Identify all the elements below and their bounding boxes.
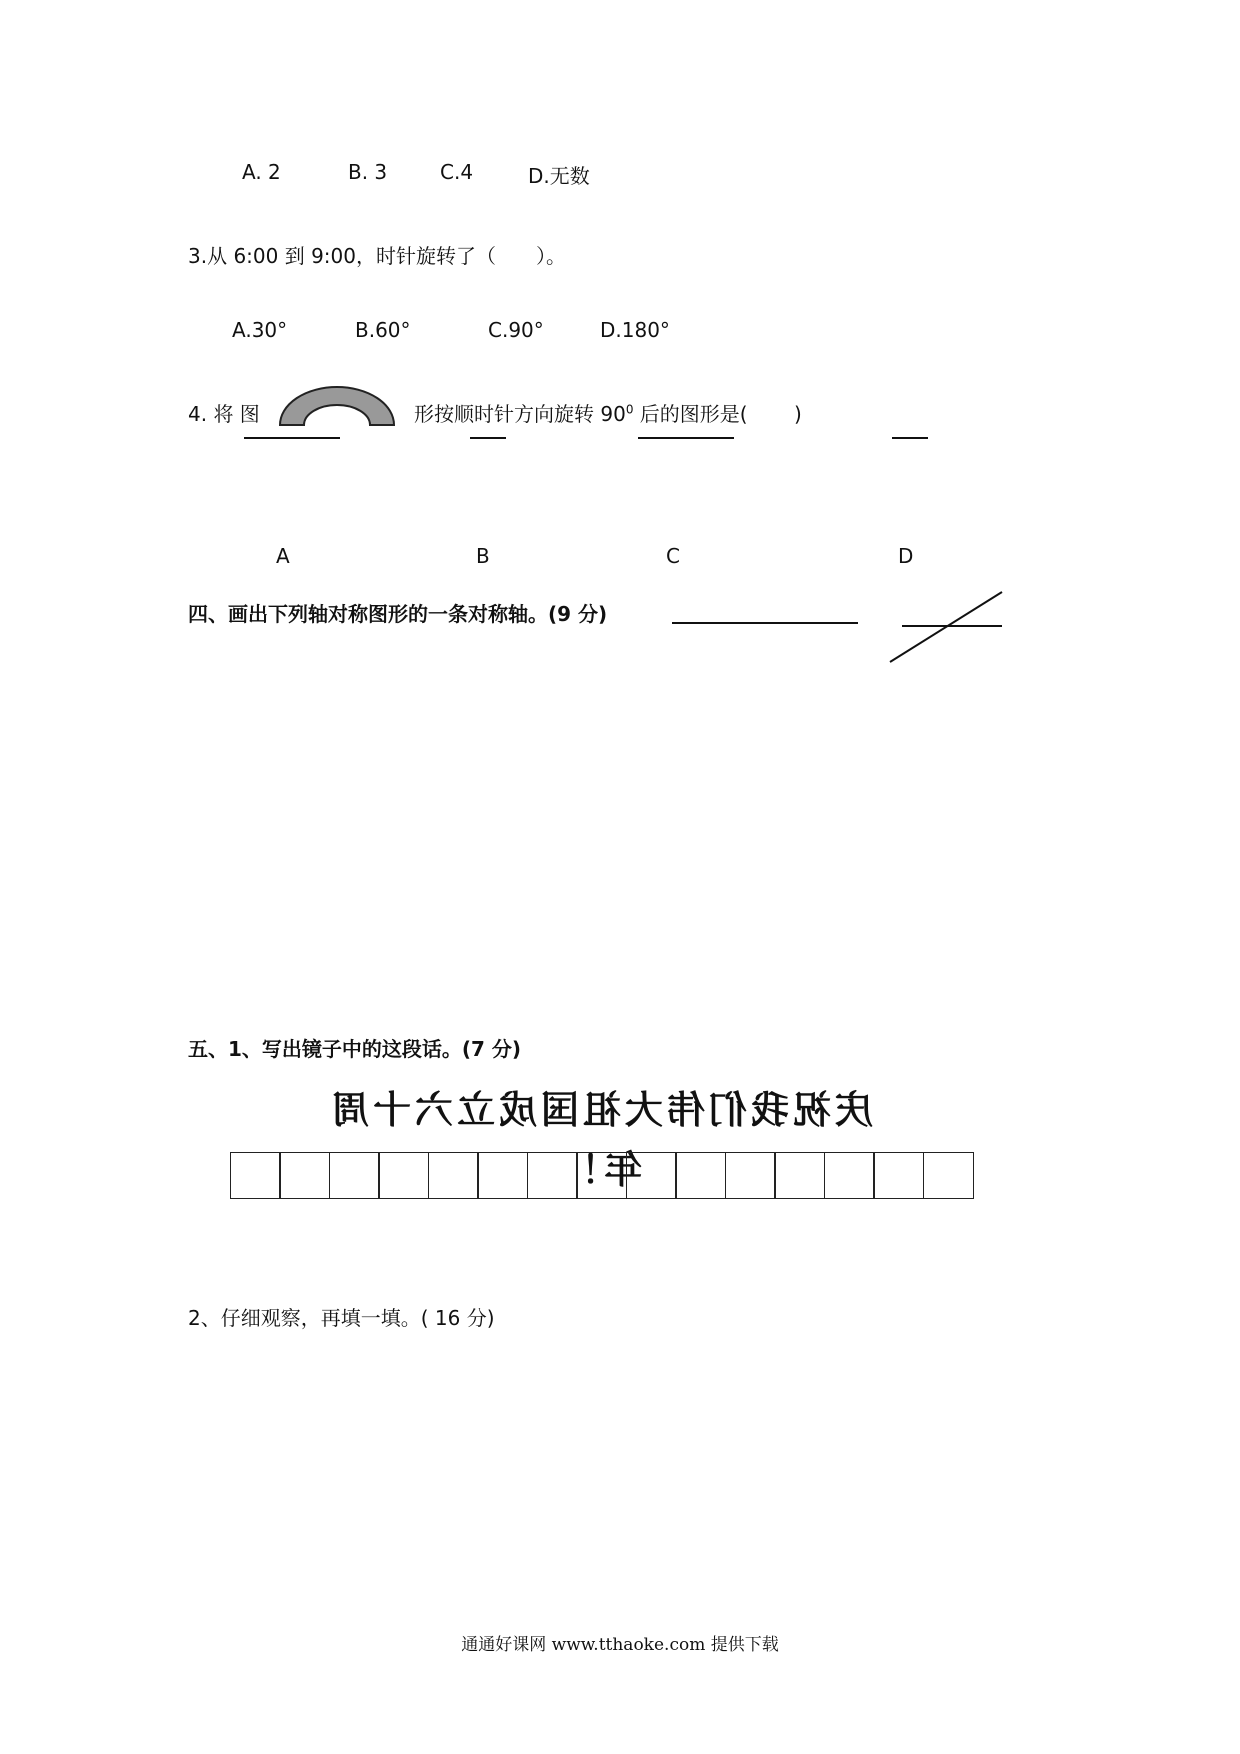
q3-option-b: B.60° [355,318,411,342]
q3-option-c: C.90° [488,318,544,342]
answer-box[interactable] [477,1152,528,1199]
answer-box[interactable] [329,1152,380,1199]
q3-option-a: A.30° [232,318,288,342]
q3-question: 3.从 6:00 到 9:00，时针旋转了（ ）。 [188,244,566,268]
footer: 通通好课网 www.tthaoke.com 提供下载 [461,1635,779,1655]
q4-suffix: 形按顺时针方向旋转 $90^0$ 后的图形是( ) [414,402,802,426]
answer-box[interactable] [279,1152,330,1199]
symmetry-figure-cross [888,588,1008,664]
q4-label-a: A [276,544,290,568]
answer-box[interactable] [675,1152,726,1199]
option-b-line [470,437,506,439]
answer-box[interactable] [626,1152,677,1199]
answer-box[interactable] [923,1152,974,1199]
answer-box-grid [231,1152,974,1199]
q4-prefix: 4. 将 图 [188,402,260,426]
q2-option-c: C.4 [440,160,474,184]
q4-label-b: B [476,544,490,568]
mirror-text: 庆祝我们伟大祖国成立六十周年！ [327,1088,874,1192]
q2-option-d: D.无数 [528,164,590,188]
section5-q2: 2、仔细观察，再填一填。( 16 分) [188,1306,495,1330]
symmetry-figure-line [672,622,858,624]
answer-box[interactable] [527,1152,578,1199]
answer-box[interactable] [774,1152,825,1199]
section4-title: 四、画出下列轴对称图形的一条对称轴。(9 分) [188,602,608,626]
answer-box[interactable] [725,1152,776,1199]
option-a-line [244,437,340,439]
arch-shape-figure [278,385,398,427]
option-c-line [638,437,734,439]
section5-title: 五、1、写出镜子中的这段话。(7 分) [188,1037,522,1061]
q2-option-a: A. 2 [242,160,281,184]
q2-option-b: B. 3 [348,160,388,184]
answer-box[interactable] [428,1152,479,1199]
answer-box[interactable] [576,1152,627,1199]
answer-box[interactable] [873,1152,924,1199]
q4-label-c: C [666,544,680,568]
q4-label-d: D [898,544,914,568]
answer-box[interactable] [824,1152,875,1199]
option-d-line [892,437,928,439]
q3-option-d: D.180° [600,318,670,342]
answer-box[interactable] [378,1152,429,1199]
answer-box[interactable] [230,1152,281,1199]
